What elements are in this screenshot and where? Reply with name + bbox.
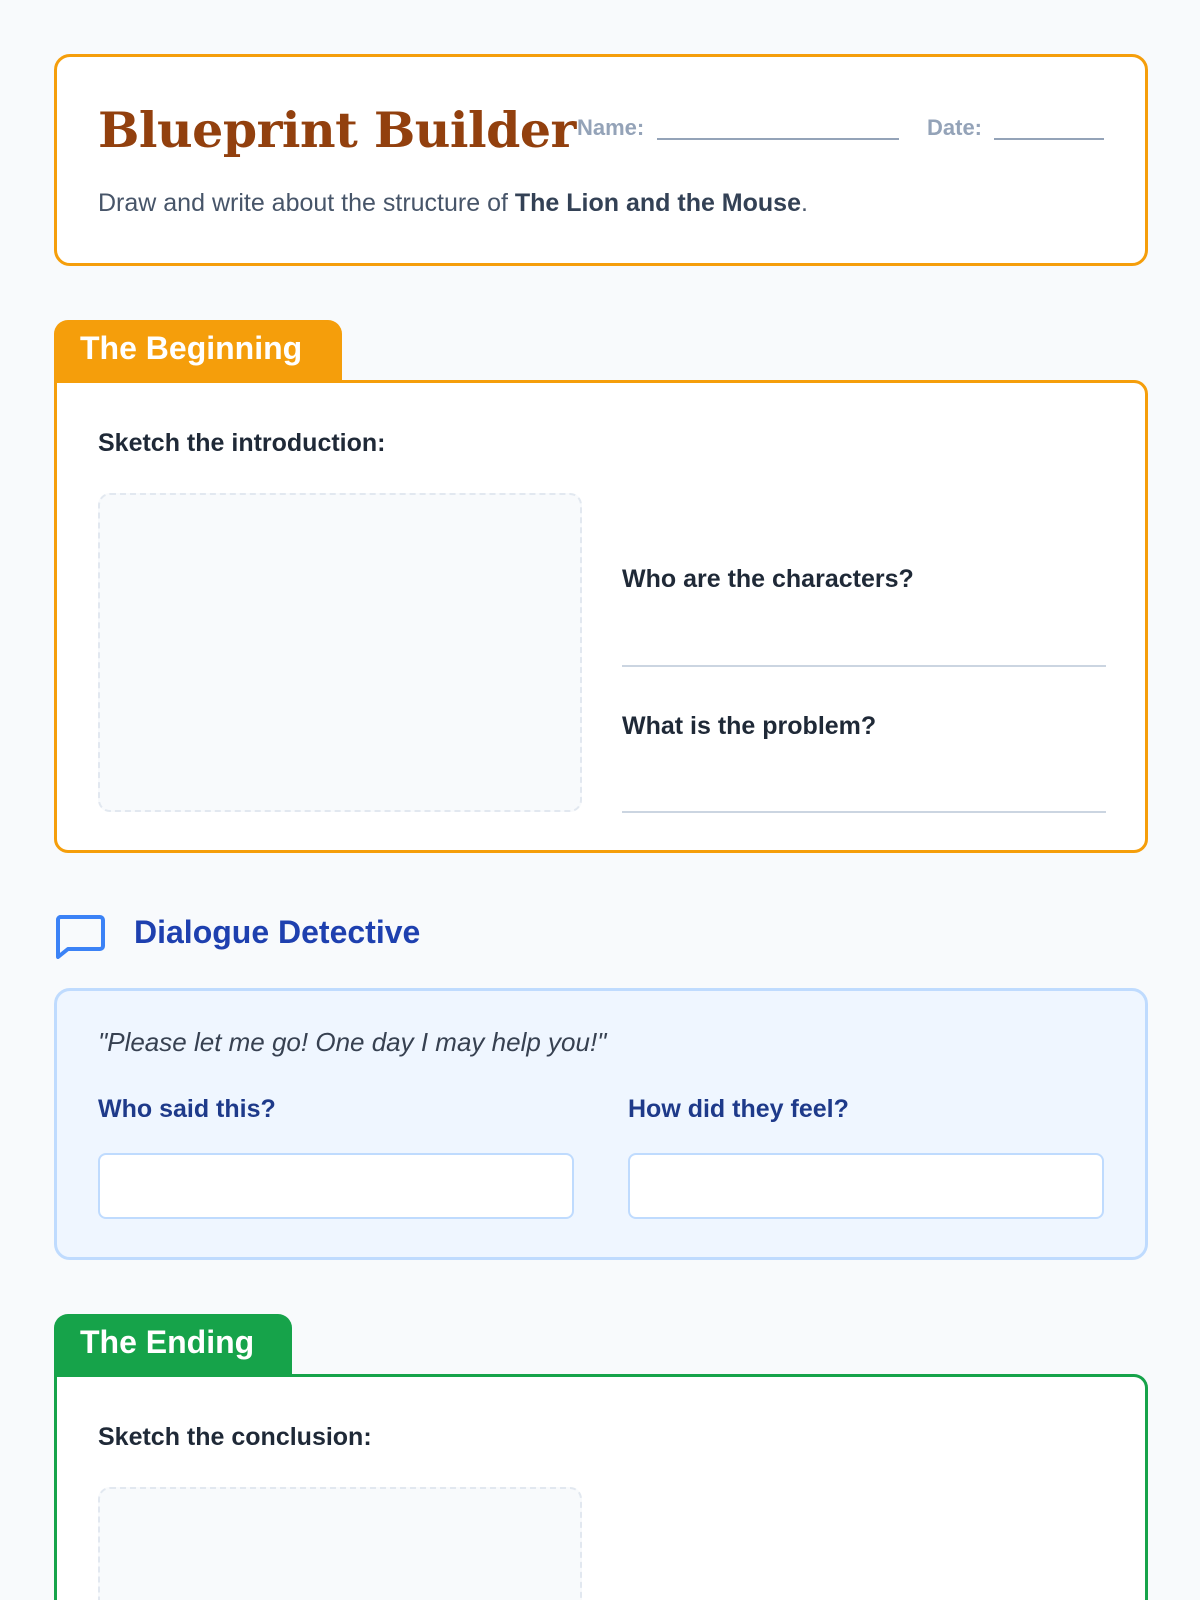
conclusion-sketch-area[interactable] (98, 1487, 582, 1600)
how-feel-label: How did they feel? (628, 1095, 849, 1123)
instructions-prefix: Draw and write about the structure of (98, 189, 515, 217)
tab-the-ending: The Ending (54, 1314, 292, 1377)
instructions-suffix: . (800, 189, 808, 217)
dialogue-header (54, 908, 654, 958)
date-label: Date: (927, 115, 983, 140)
dialogue-quote: "Please let me go! One day I may help you!" (98, 1027, 607, 1057)
how-feel-input[interactable] (628, 1153, 1104, 1219)
dialogue-card (54, 988, 1148, 1260)
header-card (54, 54, 1148, 266)
beginning-section (54, 380, 1148, 853)
question-characters: Who are the characters? (622, 565, 914, 593)
introduction-sketch-area[interactable] (98, 493, 582, 812)
answer-line-problem[interactable] (622, 811, 1106, 813)
instructions (98, 189, 808, 218)
who-said-input[interactable] (98, 1153, 574, 1219)
sketch-introduction-label: Sketch the introduction: (98, 429, 386, 457)
who-said-label: Who said this? (98, 1095, 276, 1123)
page-title: Blueprint Builder (98, 101, 576, 159)
question-problem: What is the problem? (622, 712, 877, 740)
dialogue-title: Dialogue Detective (134, 914, 421, 950)
ending-section (54, 1374, 1148, 1600)
tab-the-beginning: The Beginning (54, 320, 342, 383)
sketch-conclusion-label: Sketch the conclusion: (98, 1423, 372, 1451)
chat-bubble-icon (54, 911, 106, 959)
name-label: Name: (577, 115, 645, 140)
answer-line-characters[interactable] (622, 665, 1106, 667)
date-line[interactable] (994, 138, 1104, 140)
story-title: The Lion and the Mouse (514, 189, 801, 217)
name-line[interactable] (657, 138, 899, 140)
